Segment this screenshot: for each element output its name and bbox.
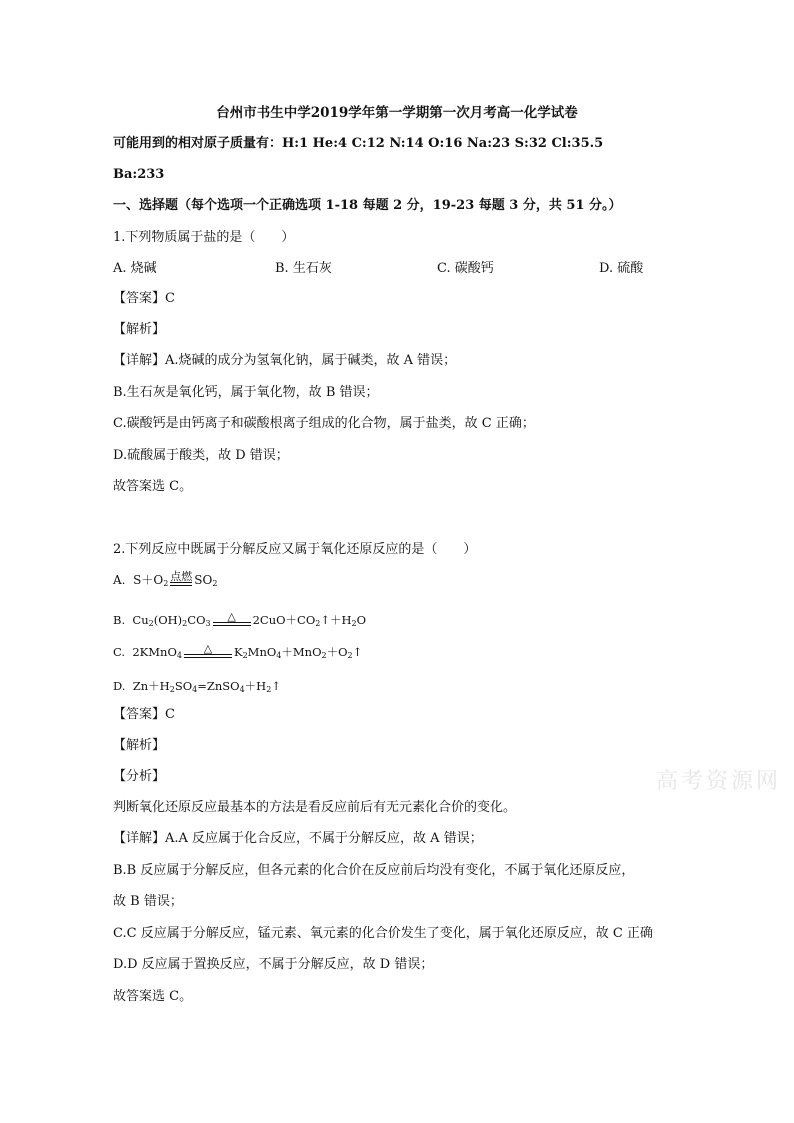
section-heading: 一、选择题（每个选项一个正确选项 1-18 每题 2 分，19-23 每题 3 分，共 51 分。） [113, 198, 622, 213]
option-b: B. 生石灰 [275, 261, 332, 276]
detail-line: B.生石灰是氧化钙，属于氧化物，故 B 错误； [113, 385, 379, 400]
option-c-equation: C. 2KMnO$_4$ △ $K_2MnO_4+MnO_2+O_2↑$ [113, 642, 363, 660]
option-c: C. 碳酸钙 [437, 261, 494, 276]
question-stem: 2.下列反应中既属于分解反应又属于氧化还原反应的是（ ） [113, 542, 477, 557]
detail-line: 故 B 错误； [113, 894, 183, 909]
analysis-label: 【解析】 [113, 322, 166, 337]
option-d: D. 硫酸 [599, 261, 644, 276]
detail-line: D.硫酸属于酸类，故 D 错误； [113, 448, 289, 463]
question-stem: 1.下列物质属于盐的是（ ） [113, 230, 295, 245]
detail-line: 故答案选 C。 [113, 989, 193, 1004]
atomic-mass-line: 可能用到的相对原子质量有：H:1 He:4 C:12 N:14 O:16 Na:23 S:32 Cl:35.5 [113, 136, 604, 151]
heat-symbol: △ [227, 610, 236, 623]
option-d-equation: D. $Zn+H_2SO_4=ZnSO_4+H_2↑$ [113, 679, 281, 694]
analysis-text: 判断氧化还原反应最基本的方法是看反应前后有无元素化合价的变化。 [113, 800, 517, 815]
detail-line: C.C 反应属于分解反应，锰元素、氧元素的化合价发生了变化，属于氧化还原反应，故 C 正确 [113, 926, 653, 941]
detail-line: C.碳酸钙是由钙离子和碳酸根离子组成的化合物，属于盐类，故 C 正确； [113, 416, 535, 431]
detail-line: D.D 反应属于置换反应，不属于分解反应，故 D 错误； [113, 957, 434, 972]
reaction-condition: 点燃 [170, 570, 193, 583]
option-b-equation: B. $Cu_2(OH)_2CO_3$ △ $2CuO+CO_2↑+H_2O$ [113, 610, 367, 628]
analysis-subheading: 【分析】 [113, 769, 166, 784]
detail-line: 故答案选 C。 [113, 479, 193, 494]
option-a-equation: A. $S+O_2$ 点燃 $SO_2$ [113, 570, 218, 588]
option-a: A. 烧碱 [113, 261, 157, 276]
detail-line: 【详解】A.A 反应属于化合反应，不属于分解反应，故 A 错误； [113, 831, 483, 846]
atomic-mass-line-cont: Ba:233 [113, 167, 165, 182]
analysis-label: 【解析】 [113, 738, 166, 753]
detail-line: 【详解】A.烧碱的成分为氢氧化钠，属于碱类，故 A 错误； [113, 353, 457, 368]
detail-line: B.B 反应属于分解反应，但各元素的化合价在反应前后均没有变化，不属于氧化还原反应， [113, 863, 635, 878]
page-title: 台州市书生中学2019学年第一学期第一次月考高一化学试卷 [216, 105, 578, 121]
watermark: 高考资源网 [656, 769, 782, 794]
answer-label: 【答案】C [113, 707, 175, 722]
heat-symbol: △ [203, 642, 213, 655]
answer-label: 【答案】C [113, 291, 175, 306]
